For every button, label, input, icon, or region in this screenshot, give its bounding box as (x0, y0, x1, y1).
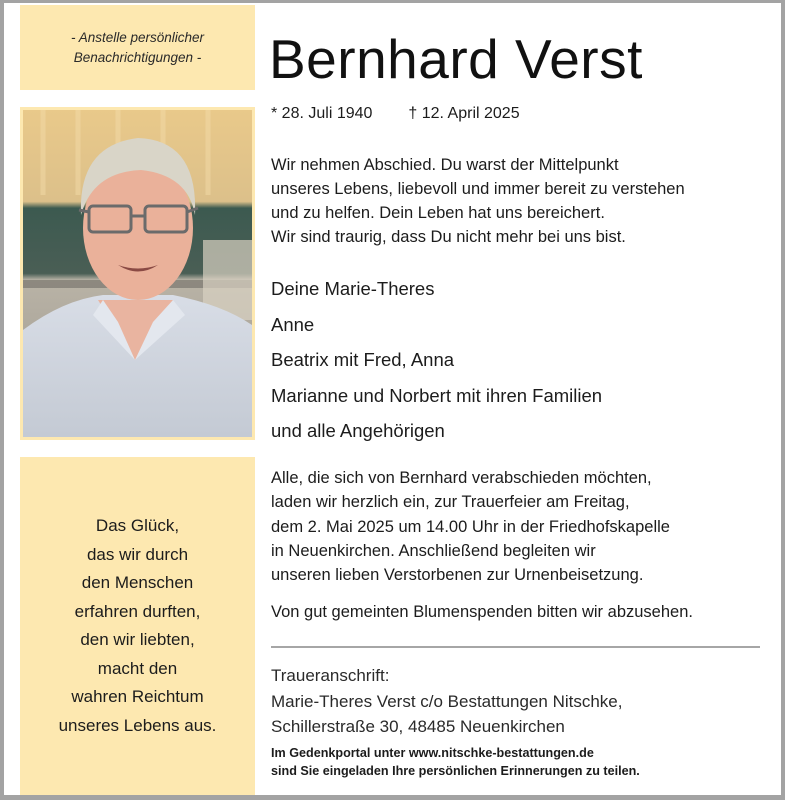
quote-line: das wir durch (86, 544, 189, 564)
deceased-name: Bernhard Verst (269, 28, 643, 90)
funeral-invitation (271, 466, 670, 587)
portrait-photo (20, 107, 255, 440)
portal-line: sind Sie eingeladen Ihre persönlichen Erinnerungen zu teilen. (271, 764, 640, 778)
quote-line: wahren Reichtum (71, 687, 204, 706)
invitation-line: in Neuenkirchen. Anschließend begleiten wir (271, 541, 596, 560)
farewell-line: Wir nehmen Abschied. Du warst der Mittelpunkt (271, 156, 619, 174)
invitation-line: Alle, die sich von Bernhard verabschieden möchten, (271, 469, 652, 487)
mourner-line: Beatrix mit Fred, Anna (271, 349, 455, 370)
quote-line: den Menschen (81, 573, 194, 592)
quote-line: den wir liebten, (80, 630, 195, 649)
farewell-line: und zu helfen. Dein Leben hat uns bereichert. (271, 204, 605, 222)
death-date: † 12. April 2025 (408, 105, 520, 122)
farewell-line: Wir sind traurig, dass Du nicht mehr bei uns bist. (271, 228, 626, 246)
flowers-note: Von gut gemeinten Blumenspenden bitten wir abzusehen. (271, 603, 693, 621)
farewell-text (271, 153, 685, 249)
quote-box (20, 457, 255, 795)
mourner-line: und alle Angehörigen (271, 420, 445, 441)
farewell-line: unseres Lebens, liebevoll und immer bereit zu verstehen (271, 180, 685, 198)
invitation-line: unseren lieben Verstorbenen zur Urnenbeisetzung. (271, 566, 644, 585)
mourner-line: Marianne und Norbert mit ihren Familien (271, 384, 603, 406)
obituary-notice (4, 3, 781, 795)
notice-line: Benachrichtigungen - (73, 49, 202, 65)
mourner-line: Deine Marie-Theres (271, 278, 435, 299)
birth-date: * 28. Juli 1940 (271, 105, 373, 122)
address-line: Schillerstraße 30, 48485 Neuenkirchen (271, 717, 565, 736)
notice-box (20, 5, 255, 90)
quote-line: macht den (97, 658, 178, 678)
portrait-image (23, 110, 252, 437)
quote-line: unseres Lebens aus. (58, 715, 217, 735)
mourners-list (271, 271, 602, 449)
mourning-address (271, 663, 623, 740)
life-dates (271, 103, 520, 125)
quote-line: erfahren durften, (74, 601, 201, 621)
divider (271, 646, 760, 648)
address-line: Marie-Theres Verst c/o Bestattungen Nitschke, (271, 691, 623, 711)
invitation-line: dem 2. Mai 2025 um 14.00 Uhr in der Friedhofskapelle (271, 517, 670, 536)
mourner-line: Anne (271, 313, 315, 335)
invitation-line: laden wir herzlich ein, zur Trauerfeier am Freitag, (271, 493, 630, 512)
quote-line: Das Glück, (95, 516, 180, 535)
address-label: Traueranschrift: (271, 666, 390, 685)
notice-line: - Anstelle persönlicher (70, 29, 205, 45)
portal-line: Im Gedenkportal unter www.nitschke-bestattungen.de (271, 746, 594, 760)
memorial-portal-note (271, 744, 640, 780)
